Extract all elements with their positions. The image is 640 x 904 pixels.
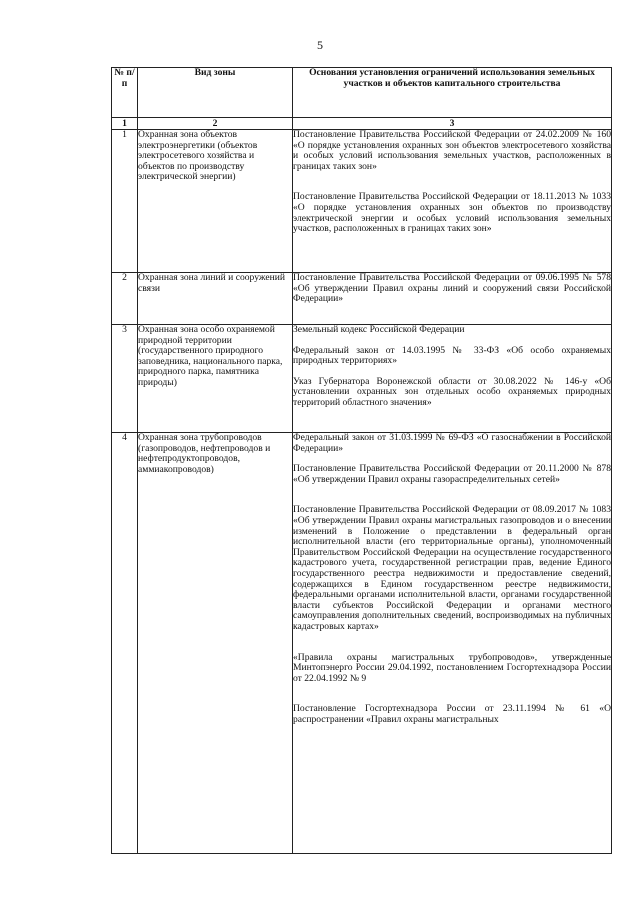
row-number: 1 [112, 130, 138, 273]
row-number: 3 [112, 325, 138, 433]
zone-type-cell: Охранная зона линий и сооружений связи [138, 273, 293, 325]
column-number: 3 [293, 118, 612, 130]
basis-paragraph: Постановление Правительства Российской Федерации от 08.09.2017 № 1083 «Об утверждении Правил охраны магистральных газопроводов и о внесении изменений в Положение о представлении в федеральный орган исполнительной власти (его территориальные органы), уполномоченный Правительством Российской Федерации на осуществление государственного кадастрового учета, государственной регистрации прав, ведение Единого государственного реестра недвижимости и предоставление сведений, содержащихся в Едином государственном реестре недвижимости, федеральными органами исполнительной власти, органами государственной власти субъектов Российской Федерации и органами местного самоуправления дополнительных сведений, воспроизводимых на публичных кадастровых картах» [293, 504, 611, 632]
table-header-row [112, 68, 612, 118]
basis-paragraph: Постановление Правительства Российской Федерации от 09.06.1995 № 578 «Об утверждении Правил охраны линий и сооружений связи Российской Федерации» [293, 272, 611, 305]
header-basis: Основания установления ограничений использования земельных участков и объектов капитального строительства [293, 68, 612, 118]
column-number: 2 [138, 118, 293, 130]
table-row [112, 325, 612, 433]
page-number: 5 [317, 38, 323, 52]
header-zone-type: Вид зоны [138, 68, 293, 118]
basis-paragraph: Указ Губернатора Воронежской области от 30.08.2022 № 146-у «Об установлении охранных зон отдельных особо охраняемых природных территорий областного значения» [293, 375, 611, 408]
basis-cell [293, 130, 612, 273]
basis-paragraph: Постановление Правительства Российской Федерации от 18.11.2013 № 1033 «О порядке установления охранных зон объектов по производству электрической энергии и особых условий использования земельных участков, расположенных в границах таких зон» [293, 191, 611, 235]
basis-cell [293, 325, 612, 433]
zone-type-cell: Охранная зона объектов электроэнергетики (объектов электросетевого хозяйства и объектов по производству электрической энергии) [138, 130, 293, 273]
zone-type-cell: Охранная зона особо охраняемой природной территории (государственного природного заповедника, национального парка, природного парка, памятника природы) [138, 325, 293, 433]
basis-paragraph: Постановление Правительства Российской Федерации от 24.02.2009 № 160 «О порядке установления охранных зон объектов электросетевого хозяйства и особых условий использования земельных участков, расположенных в границах таких зон» [293, 129, 611, 172]
table-row [112, 273, 612, 325]
column-number: 1 [112, 118, 138, 130]
row-number: 2 [112, 273, 138, 325]
basis-paragraph: Федеральный закон от 14.03.1995 № 33-ФЗ «Об особо охраняемых природных территориях» [293, 344, 611, 367]
basis-paragraph: Постановление Госгортехнадзора России от 23.11.1994 № 61 «О распространении «Правил охраны магистральных [293, 703, 611, 725]
table-row [112, 130, 612, 273]
table-row [112, 433, 612, 854]
basis-paragraph: «Правила охраны магистральных трубопроводов», утвержденные Минтопэнерго России 29.04.1992, постановлением Госгортехнадзора России от 22.04.1992 № 9 [293, 651, 611, 684]
zone-type-cell: Охранная зона трубопроводов (газопроводов, нефтепроводов и нефтепродуктопроводов, аммиакопроводов) [138, 433, 293, 854]
basis-cell [293, 273, 612, 325]
zones-table [111, 67, 612, 854]
column-number-row [112, 118, 612, 130]
basis-paragraph: Земельный кодекс Российской Федерации [293, 324, 465, 335]
basis-paragraph: Федеральный закон от 31.03.1999 № 69-ФЗ «О газоснабжении в Российской Федерации» [293, 432, 611, 454]
basis-paragraph: Постановление Правительства Российской Федерации от 20.11.2000 № 878 «Об утверждении Правил охраны газораспределительных сетей» [293, 463, 611, 485]
row-number: 4 [112, 433, 138, 854]
header-no: № п/п [112, 68, 138, 118]
basis-cell [293, 433, 612, 854]
